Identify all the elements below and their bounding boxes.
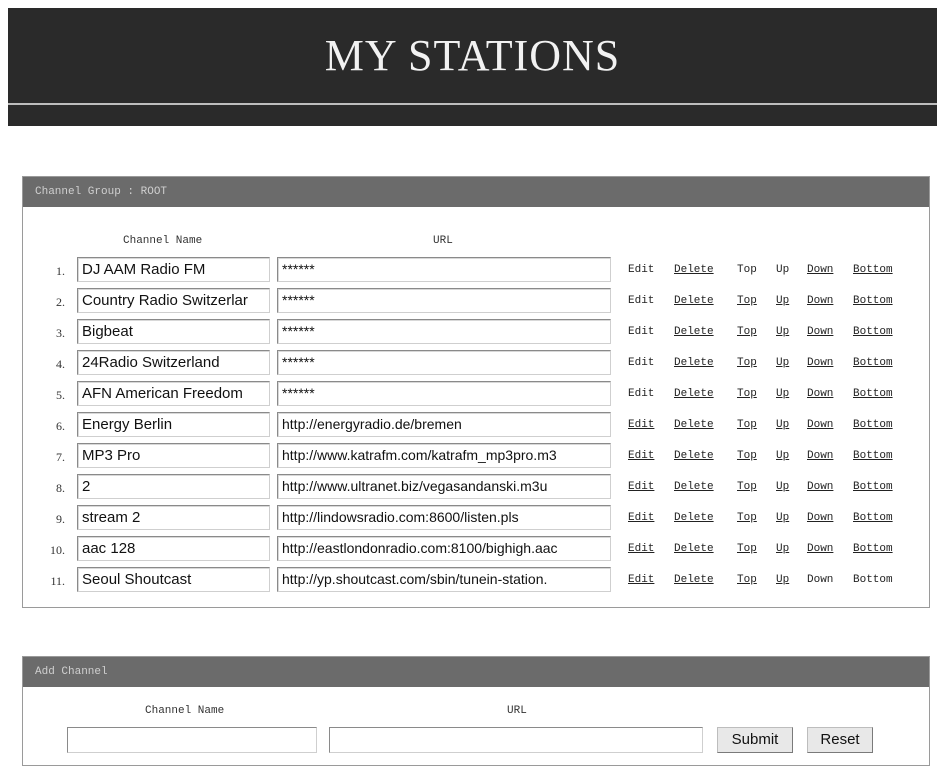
channel-url-field[interactable]: http://www.katrafm.com/katrafm_mp3pro.m3 — [277, 443, 611, 468]
row-number: 8. — [56, 481, 65, 495]
channel-row — [23, 505, 929, 536]
row-number: 3. — [56, 326, 65, 340]
channel-row — [23, 288, 929, 319]
delete-link[interactable]: Delete — [674, 264, 714, 276]
channel-url-field[interactable]: http://lindowsradio.com:8600/listen.pls — [277, 505, 611, 530]
down-link[interactable]: Down — [807, 357, 834, 369]
down-link[interactable]: Down — [807, 543, 834, 555]
top-link[interactable]: Top — [737, 419, 757, 431]
channel-row — [23, 443, 929, 474]
channel-name-field[interactable]: Country Radio Switzerlar — [77, 288, 270, 313]
bottom-link[interactable]: Bottom — [853, 543, 893, 555]
channel-row — [23, 412, 929, 443]
delete-link[interactable]: Delete — [674, 481, 714, 493]
up-link[interactable]: Up — [776, 295, 790, 307]
down-link[interactable]: Down — [807, 450, 834, 462]
channel-url-field[interactable]: http://yp.shoutcast.com/sbin/tunein-station. — [277, 567, 611, 592]
up-link[interactable]: Up — [776, 388, 790, 400]
edit-link[interactable]: Edit — [628, 481, 655, 493]
channel-row — [23, 350, 929, 381]
reset-button[interactable]: Reset — [807, 727, 873, 753]
bottom-link[interactable]: Bottom — [853, 450, 893, 462]
top-link[interactable]: Top — [737, 574, 757, 586]
row-number: 4. — [56, 357, 65, 371]
channel-url-field[interactable]: http://energyradio.de/bremen — [277, 412, 611, 437]
channel-name-field[interactable]: MP3 Pro — [77, 443, 270, 468]
delete-link[interactable]: Delete — [674, 295, 714, 307]
edit-link[interactable]: Edit — [628, 512, 655, 524]
bottom-link[interactable]: Bottom — [853, 388, 893, 400]
top-link: Top — [737, 264, 757, 276]
top-link[interactable]: Top — [737, 388, 757, 400]
row-number: 1. — [56, 264, 65, 278]
edit-link: Edit — [628, 264, 655, 276]
channel-name-header: Channel Name — [123, 235, 203, 247]
submit-button[interactable]: Submit — [717, 727, 793, 753]
edit-link: Edit — [628, 295, 655, 307]
channel-name-field[interactable]: stream 2 — [77, 505, 270, 530]
bottom-link[interactable]: Bottom — [853, 357, 893, 369]
top-link[interactable]: Top — [737, 512, 757, 524]
channel-url-field[interactable]: ****** — [277, 381, 611, 406]
down-link[interactable]: Down — [807, 264, 834, 276]
delete-link[interactable]: Delete — [674, 326, 714, 338]
down-link: Down — [807, 574, 834, 586]
down-link[interactable]: Down — [807, 512, 834, 524]
row-number: 10. — [50, 543, 65, 557]
edit-link: Edit — [628, 357, 655, 369]
row-number: 9. — [56, 512, 65, 526]
delete-link[interactable]: Delete — [674, 388, 714, 400]
channel-name-field[interactable]: AFN American Freedom — [77, 381, 270, 406]
delete-link[interactable]: Delete — [674, 419, 714, 431]
up-link[interactable]: Up — [776, 450, 790, 462]
channel-row — [23, 319, 929, 350]
channel-url-field[interactable]: http://eastlondonradio.com:8100/bighigh.aac — [277, 536, 611, 561]
delete-link[interactable]: Delete — [674, 357, 714, 369]
channel-row — [23, 257, 929, 288]
down-link[interactable]: Down — [807, 419, 834, 431]
bottom-link[interactable]: Bottom — [853, 512, 893, 524]
delete-link[interactable]: Delete — [674, 574, 714, 586]
channel-row — [23, 381, 929, 412]
row-number: 7. — [56, 450, 65, 464]
channel-url-field[interactable]: http://www.ultranet.biz/vegasandanski.m3u — [277, 474, 611, 499]
url-header: URL — [433, 235, 453, 247]
edit-link: Edit — [628, 326, 655, 338]
page-title: MY STATIONS — [324, 31, 621, 80]
add-channel-bar: Add Channel — [23, 657, 929, 687]
top-link[interactable]: Top — [737, 326, 757, 338]
bottom-link[interactable]: Bottom — [853, 264, 893, 276]
channel-url-field[interactable]: ****** — [277, 319, 611, 344]
up-link[interactable]: Up — [776, 481, 790, 493]
row-number: 5. — [56, 388, 65, 402]
top-link[interactable]: Top — [737, 357, 757, 369]
channel-group-bar: Channel Group : ROOT — [23, 177, 929, 207]
top-link[interactable]: Top — [737, 295, 757, 307]
row-number: 2. — [56, 295, 65, 309]
add-channel-panel — [22, 656, 930, 766]
top-link[interactable]: Top — [737, 543, 757, 555]
channel-name-field[interactable]: DJ AAM Radio FM — [77, 257, 270, 282]
channel-url-field[interactable]: ****** — [277, 257, 611, 282]
delete-link[interactable]: Delete — [674, 512, 714, 524]
up-link: Up — [776, 264, 790, 276]
up-link[interactable]: Up — [776, 574, 790, 586]
edit-link[interactable]: Edit — [628, 543, 655, 555]
bottom-link[interactable]: Bottom — [853, 295, 893, 307]
bottom-link[interactable]: Bottom — [853, 419, 893, 431]
top-link[interactable]: Top — [737, 481, 757, 493]
channel-name-field[interactable]: Bigbeat — [77, 319, 270, 344]
edit-link: Edit — [628, 388, 655, 400]
header-divider — [8, 103, 937, 105]
row-number: 11. — [50, 574, 65, 588]
down-link[interactable]: Down — [807, 326, 834, 338]
channel-name-input[interactable] — [67, 727, 317, 753]
delete-link[interactable]: Delete — [674, 450, 714, 462]
up-link[interactable]: Up — [776, 357, 790, 369]
url-input[interactable] — [329, 727, 703, 753]
add-url-header: URL — [507, 705, 527, 717]
delete-link[interactable]: Delete — [674, 543, 714, 555]
channel-name-field[interactable]: 24Radio Switzerland — [77, 350, 270, 375]
bottom-link[interactable]: Bottom — [853, 481, 893, 493]
up-link[interactable]: Up — [776, 543, 790, 555]
up-link[interactable]: Up — [776, 419, 790, 431]
edit-link[interactable]: Edit — [628, 419, 655, 431]
up-link[interactable]: Up — [776, 326, 790, 338]
down-link[interactable]: Down — [807, 295, 834, 307]
bottom-link[interactable]: Bottom — [853, 326, 893, 338]
up-link[interactable]: Up — [776, 512, 790, 524]
edit-link[interactable]: Edit — [628, 450, 655, 462]
channel-name-field[interactable]: aac 128 — [77, 536, 270, 561]
channel-url-field[interactable]: ****** — [277, 288, 611, 313]
bottom-link: Bottom — [853, 574, 893, 586]
channel-name-field[interactable]: 2 — [77, 474, 270, 499]
add-channel-name-header: Channel Name — [145, 705, 225, 717]
channel-name-field[interactable]: Energy Berlin — [77, 412, 270, 437]
edit-link[interactable]: Edit — [628, 574, 655, 586]
channel-name-field[interactable]: Seoul Shoutcast — [77, 567, 270, 592]
channel-row — [23, 567, 929, 598]
page-header — [8, 8, 937, 126]
down-link[interactable]: Down — [807, 481, 834, 493]
channel-url-field[interactable]: ****** — [277, 350, 611, 375]
row-number: 6. — [56, 419, 65, 433]
channel-row — [23, 536, 929, 567]
channel-row — [23, 474, 929, 505]
channel-group-panel — [22, 176, 930, 608]
down-link[interactable]: Down — [807, 388, 834, 400]
top-link[interactable]: Top — [737, 450, 757, 462]
